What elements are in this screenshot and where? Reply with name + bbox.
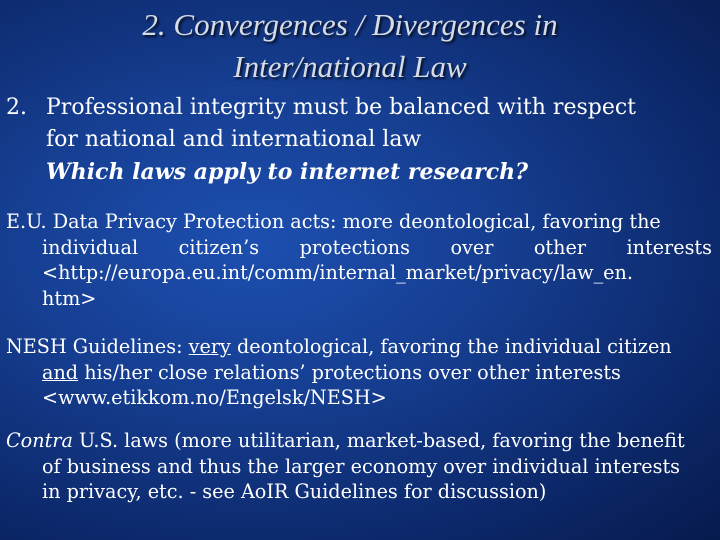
contra-paragraph — [6, 428, 712, 505]
nesh-paragraph — [6, 334, 712, 411]
nesh-and: and — [42, 360, 79, 384]
contra-line-3: in privacy, etc. - see AoIR Guidelines for discussion) — [42, 480, 547, 504]
nesh-line-1-rest: deontological, favoring the individual citizen — [230, 335, 672, 358]
point-number: 2. — [6, 95, 27, 120]
point-line-2: for national and international law — [46, 127, 422, 152]
contra-line-2: of business and thus the larger economy over individual interests — [42, 454, 681, 478]
contra-word: Contra — [6, 429, 73, 452]
nesh-line-1 — [6, 334, 712, 360]
nesh-link: <www.etikkom.no/Engelsk/NESH> — [42, 386, 387, 410]
eu-line-2: individual citizen’s protections over other interests — [42, 235, 712, 259]
eu-line-1: E.U. Data Privacy Protection acts: more deontological, favoring the — [6, 210, 661, 233]
nesh-line-2 — [6, 360, 712, 386]
point-question: Which laws apply to internet research? — [46, 159, 529, 185]
title-line-2: Inter/national Law — [233, 49, 467, 84]
nesh-label: NESH Guidelines: — [6, 335, 189, 358]
title-line-1: 2. Convergences / Divergences in — [142, 7, 558, 42]
nesh-very: very — [188, 335, 231, 358]
nesh-line-2-rest: his/her close relations’ protections over other interests — [78, 360, 621, 384]
point-line-1: Professional integrity must be balanced with respect — [46, 95, 637, 120]
eu-paragraph — [6, 209, 712, 311]
numbered-point — [6, 92, 706, 188]
contra-line-1 — [6, 428, 712, 454]
eu-link-line-2: htm> — [42, 286, 97, 310]
slide-title — [0, 4, 700, 88]
eu-link-line-1: <http://europa.eu.int/comm/internal_market/privacy/law_en. — [42, 261, 633, 285]
contra-line-1-rest: U.S. laws (more utilitarian, market-based, favoring the benefit — [72, 429, 685, 452]
